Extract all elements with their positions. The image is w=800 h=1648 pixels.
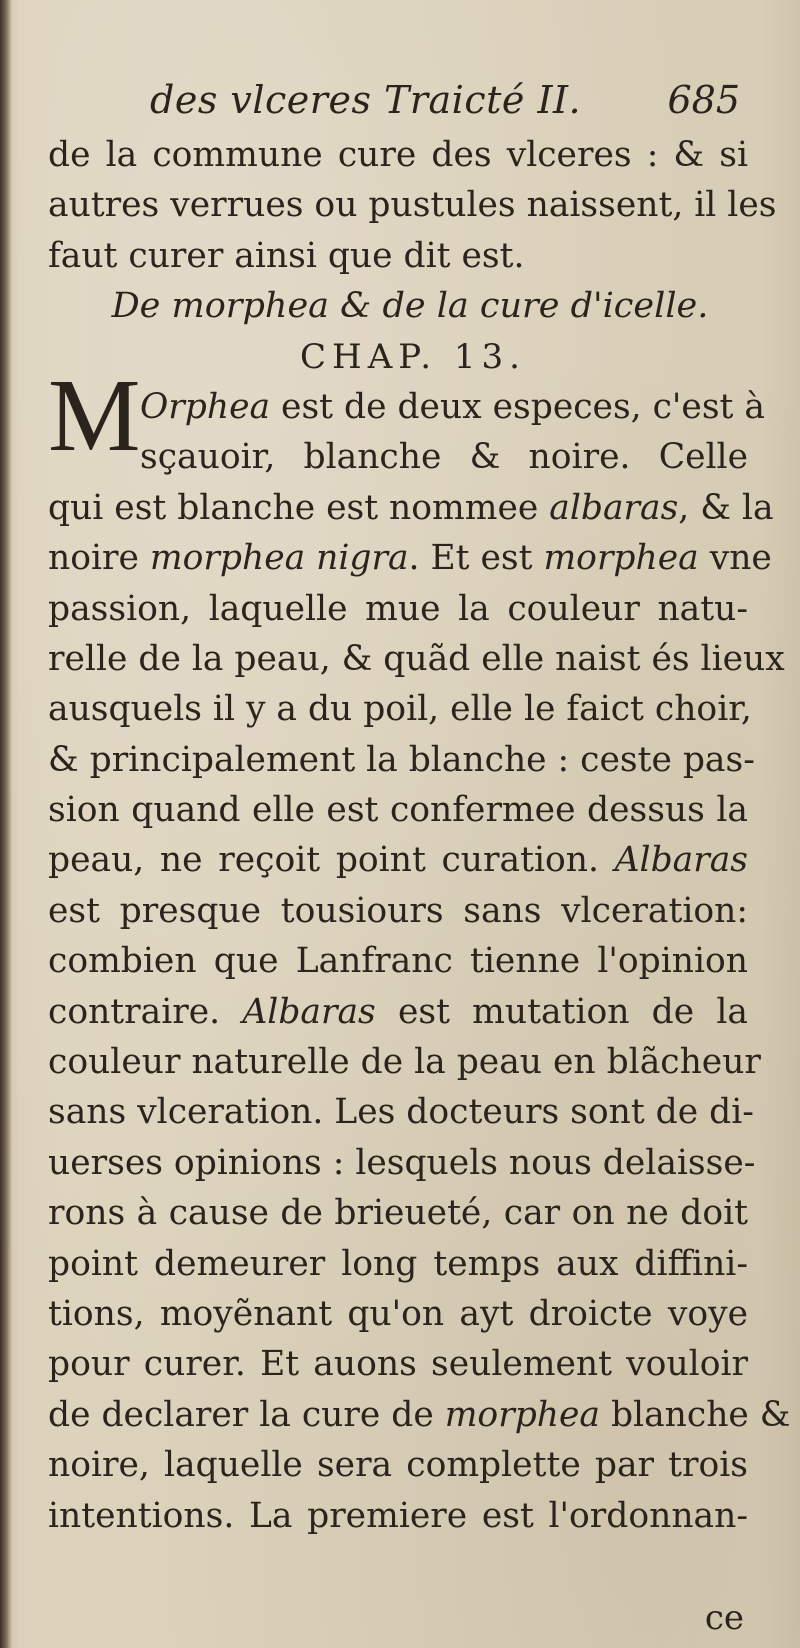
text-line: relle de la peau, & quãd elle naist és lieux <box>48 638 785 679</box>
text-line: contraire. Albaras est mutation de la <box>48 991 748 1032</box>
text-line: de la commune cure des vlceres : & si <box>48 135 748 175</box>
text-line: qui est blanche est nommee albaras, & la <box>48 487 774 528</box>
text-line: intentions. La premiere est l'ordonnan- <box>48 1495 748 1536</box>
drop-capital: M <box>48 358 141 473</box>
chapter-heading: De morphea & de la cure d'icelle. <box>111 286 709 327</box>
text-line: de declarer la cure de morphea blanche & <box>48 1394 791 1435</box>
chapter-number: CHAP. 13. <box>300 336 526 377</box>
text-line: sçauoir, blanche & noire. Celle <box>140 437 748 478</box>
text-line: sion quand elle est confermee dessus la <box>48 790 748 831</box>
text-line: couleur naturelle de la peau en blãcheur <box>48 1042 761 1083</box>
body-text <box>48 130 791 1541</box>
text-line: tions, moyẽnant qu'on ayt droicte voye <box>48 1293 748 1334</box>
page-number: 685 <box>667 78 740 122</box>
text-line: rons à cause de brieueté, car on ne doit <box>48 1193 748 1234</box>
page-header <box>150 78 740 130</box>
running-title: des vlceres Traicté II. <box>150 78 582 122</box>
text-line: est presque tousiours sans vlceration: <box>48 890 748 931</box>
text-line: point demeurer long temps aux diffini- <box>48 1243 748 1284</box>
text-line: autres verrues ou pustules naissent, il les <box>48 185 777 226</box>
text-line: noire morphea nigra. Et est morphea vne <box>48 538 772 579</box>
text-line: sans vlceration. Les docteurs sont de di- <box>48 1092 754 1133</box>
binding-gutter <box>0 0 12 1648</box>
text-line: uerses opinions : lesquels nous delaisse- <box>48 1142 756 1183</box>
text-line: combien que Lanfranc tienne l'opinion <box>48 941 748 982</box>
text-line: Orphea est de deux especes, c'est à <box>140 386 765 427</box>
catchword: ce <box>704 1598 744 1638</box>
text-line: passion, laquelle mue la couleur natu- <box>48 588 748 629</box>
text-line: ausquels il y a du poil, elle le faict choir, <box>48 689 752 730</box>
text-line: pour curer. Et auons seulement vouloir <box>48 1344 748 1385</box>
text-line: noire, laquelle sera complette par trois <box>48 1445 748 1486</box>
text-line: faut curer ainsi que dit est. <box>48 235 525 276</box>
text-line: peau, ne reçoit point curation. Albaras <box>48 840 748 881</box>
text-line: & principalement la blanche : ceste pas- <box>48 739 755 780</box>
